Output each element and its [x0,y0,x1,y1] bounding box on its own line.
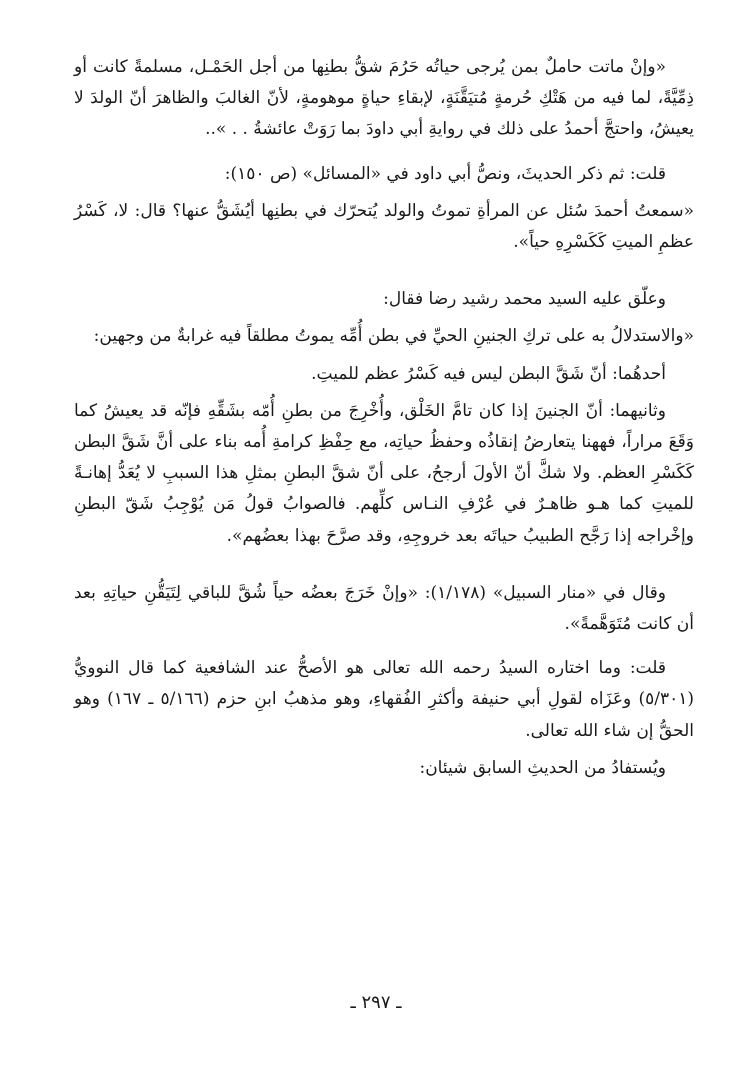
page-body [74,52,694,784]
paragraph-two-benefits: ويُستفادُ من الحديثِ السابق شيئان: [419,757,666,778]
paragraph-second-reason: وثانيهما: أنّ الجنينَ إذا كان تامَّ الخَلْق، وأُخْرِجَ من بطنِ أُمّه بشَقِّهِ فإنّه قد يعيشُ كما وَقَعَ مراراً، فههنا يتعارضُ إنقاذُه وحفظُ حياتِه، مع حِفْظِ كرامةِ أُمه بناء على أنَّ شَقَّ البطن كَكَسْرِ العظم. ولا شكَّ أنّ الأولَ أرجحُ، على أنّ شقَّ البطنِ بمثلِ هذا السببِ لا يُعَدُّ إهانـةً للميتِ كما هـو ظاهـرٌ في عُرْفِ النـاس كلِّهم. فالصوابُ قولُ مَن يُوْجِبُ شَقّ البطنِ وإخْراجه إذا رَجَّح الطبيبُ حياتَه بعد خروجِهِ، وقد صرَّحَ بهذا بعضُهم». [74,400,694,546]
paragraph-ahmad-answer: «سمعتُ أحمدَ سُئل عن المرأةِ تموتُ والولد يُتحرّك في بطنِها أيُشَقُّ عنها؟ قال: لا، كَسْرُ عظمِ الميتِ كَكَسْرِهِ حياً». [74,200,694,253]
paragraph-manar-al-sabil: وقال في «منار السبيل» (١/١٧٨): «وإنْ خَرَجَ بعضُه حياً شُقَّ للباقي لِتَيَقُّنِ حياتِهِ بعد أن كانت مُتَوَهَّمةً». [74,582,694,635]
paragraph-abu-dawud-reference: قلت: ثم ذكر الحديثَ، ونصُّ أبي داود في «المسائل» (ص ١٥٠): [224,163,666,184]
paragraph-quote-caesarean: «وإنْ ماتت حاملٌ بمن يُرجى حياتُه حَرُمَ شقُّ بطنِها من أجل الحَمْـل، مسلمةً كانت أو ذِمِّيَّةً، لما فيه من هَتْكِ حُرمةٍ مُتيَقَّنَةٍ، لإبقاءِ حياةٍ موهومةٍ، لأنّ الغالبَ والظاهرَ أنّ الولدَ لا يعيشُ، واحتجَّ أحمدُ على ذلك في روايةِ أبي داودَ بما رَوَتْ عائشةُ . . ».. [74,57,694,140]
paragraph-first-reason: أحدهُما: أنّ شَقَّ البطن ليس فيه كَسْرُ عظم للميتِ. [311,363,666,384]
paragraph-objection-intro: «والاستدلالُ به على تركِ الجنينِ الحيِّ في بطن أُمِّه يموتُ مطلقاً فيه غرابةٌ من وجهين: [93,326,694,347]
page-number: ـ ٢٩٧ ـ [350,992,402,1013]
paragraph-rashid-rida-intro: وعلّق عليه السيد محمد رشيد رضا فقال: [383,289,666,310]
paragraph-author-conclusion: قلت: وما اختاره السيدُ رحمه الله تعالى هو الأصحُّ عند الشافعية كما قال النوويُّ (٥/٣٠١) وعَزَاه لقولِ أبي حنيفة وأكثرِ الفُقهاءِ، وهو مذهبُ ابنِ حزم (٥/١٦٦ ـ ١٦٧) وهو الحقُّ إن شاء الله تعالى. [74,658,694,741]
